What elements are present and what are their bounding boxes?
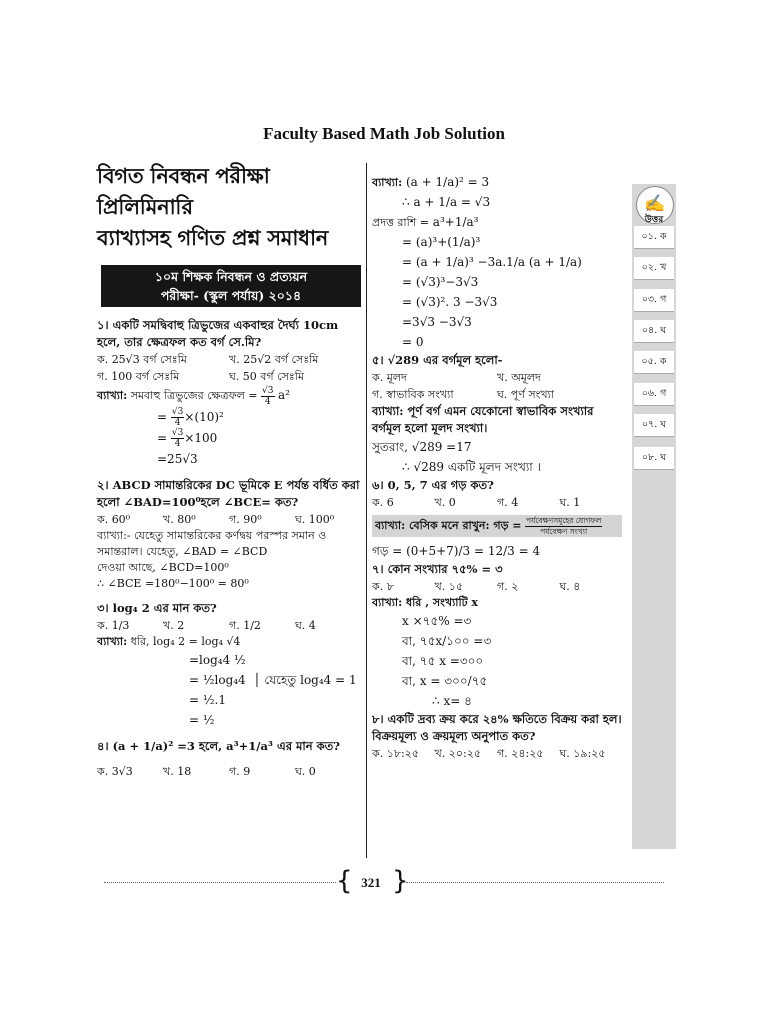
formula-label: ব্যাখ্যা: বেসিক মনে রাখুন: গড় = <box>375 519 522 532</box>
math-step: বা, ৭৫ x =৩০০ <box>402 654 484 668</box>
answer-item: ০২. খ <box>634 257 674 280</box>
right-brace-ornament: } <box>392 866 409 896</box>
math-step-1: = $\frac{√3}{4}$ ×(10)² <box>157 406 224 428</box>
question-8-text: ৮। একটি দ্রব্য ক্রয় করে ২৪% ক্ষতিতে বিক্রয় করা হল। বিক্রয়মূল্য ও ক্রয়মূল্য অনুপাত কত? <box>372 712 622 743</box>
exam-line-2: পরীক্ষা- (স্কুল পর্যায়) ২০১৪ <box>160 288 302 303</box>
math-step: x ×৭৫% =৩ <box>402 614 472 628</box>
option-b: খ. 0 <box>434 496 456 509</box>
fraction-numerator: √3 <box>171 406 184 417</box>
fraction-denominator: পর্যবেক্ষণ সংখ্যা <box>540 526 588 536</box>
footer-rule-right <box>406 882 664 883</box>
math-step-3: = ½.1 <box>189 692 226 707</box>
option-b: খ. ২০:২৫ <box>434 747 482 760</box>
question-2-text: ২। ABCD সামান্তরিকের DC ভূমিকে E পর্যন্ত বর্ধিত করা হলো ∠BAD=100⁰হলে ∠BCE= কত? <box>97 477 360 509</box>
average-formula-bar <box>372 515 622 537</box>
explanation-text: সমবাহু ত্রিভুজের ক্ষেত্রফল = <box>130 389 258 402</box>
math-step: সুতরাং, √289 =17 <box>372 440 472 454</box>
math-step: = (a)³+(1/a)³ <box>402 235 481 249</box>
footer-rule-left <box>104 882 336 883</box>
question-3-options <box>97 617 361 634</box>
question-2 <box>97 477 361 592</box>
option-c: গ. ২ <box>497 580 519 593</box>
option-a: ক. ৮ <box>372 580 394 593</box>
option-b: খ. ১৫ <box>434 580 463 593</box>
answer-item: ০৪. ঘ <box>634 320 674 343</box>
option-b: খ. 25√2 বর্গ সেঃমি <box>229 353 319 366</box>
option-d: ঘ. 1 <box>559 496 581 509</box>
hand-writing-icon: ✍ <box>636 186 674 224</box>
question-5-options-row-1 <box>372 369 622 386</box>
question-7-explanation: ব্যাখ্যা: ধরি , সংখ্যাটি x <box>372 596 478 609</box>
question-2-step-2: ∴ ∠BCE =180⁰−100⁰ = 80⁰ <box>97 576 249 590</box>
given-label: প্রদত্ত রাশি = <box>372 216 429 229</box>
fraction-denominator: 4 <box>264 396 271 407</box>
explanation-text: ধরি, log₄ 2 = log₄ √4 <box>130 634 241 648</box>
option-a: ক. 6 <box>372 496 394 509</box>
left-brace-ornament: { <box>336 866 353 896</box>
page-number: 321 <box>361 875 381 890</box>
math-step: ∴ a + 1/a = √3 <box>402 195 491 209</box>
question-4 <box>97 738 361 780</box>
column-divider <box>366 163 367 858</box>
math-step: a² <box>278 388 290 402</box>
option-b: খ. 2 <box>163 618 185 632</box>
fraction <box>525 516 602 537</box>
option-c: গ. ২৪:২৫ <box>497 747 544 760</box>
math-step-3: =25√3 <box>157 451 198 466</box>
book-title: Faculty Based Math Job Solution <box>263 124 505 143</box>
question-2-explanation: ব্যাখ্যা:- যেহেতু সামান্তরিকের কর্ণদ্বয় পরস্পর সমান ও সমান্তরাল। যেহেতু, ∠BAD = ∠BCD <box>97 528 327 558</box>
answer-item: ০১. ক <box>634 226 674 249</box>
option-d: ঘ. ৪ <box>559 580 581 593</box>
question-4-text: ৪। (a + 1/a)² =3 হলে, a³+1/a³ এর মান কত? <box>97 738 341 753</box>
question-7-text: ৭। কোন সংখ্যার ৭৫% = ৩ <box>372 562 503 576</box>
question-5 <box>372 352 622 477</box>
answer-item: ০৫. ক <box>634 351 674 374</box>
math-step: বা, ৭৫x/১০০ =৩ <box>402 634 492 648</box>
question-1 <box>97 317 361 469</box>
option-b: খ. 18 <box>163 764 192 778</box>
exam-title-box <box>101 265 361 307</box>
option-c: গ. 4 <box>497 496 519 509</box>
option-a: ক. 3√3 <box>97 764 133 778</box>
option-a: ক. ১৮:২৫ <box>372 747 419 760</box>
question-1-explanation <box>97 385 361 407</box>
math-step-1: =log₄4 ½ <box>189 652 246 667</box>
fraction-numerator: √3 <box>171 427 184 438</box>
right-column <box>372 172 622 762</box>
answer-item: ০৩. গ <box>634 289 674 312</box>
answer-item: ০৭. ঘ <box>634 414 674 437</box>
fraction-numerator: √3 <box>262 385 274 396</box>
answer-label: উত্তর <box>644 215 664 225</box>
math-step: ∴ √289 একটি মূলদ সংখ্যা । <box>402 460 541 474</box>
question-5-text: ৫। √289 এর বর্গমূল হলো- <box>372 353 503 367</box>
question-2-options <box>97 511 361 528</box>
math-step-text: ×100 <box>184 430 218 445</box>
question-7 <box>372 561 622 711</box>
math-step: = 0 <box>402 335 424 349</box>
question-3 <box>97 600 361 730</box>
heading-line-2: ব্যাখ্যাসহ গণিত প্রশ্ন সমাধান <box>97 225 329 250</box>
math-step: গড় = (0+5+7)/3 = 12/3 = 4 <box>372 544 541 558</box>
fraction <box>171 428 184 449</box>
answer-item: ০৮. ঘ <box>634 447 674 470</box>
question-4-options <box>97 763 361 780</box>
explanation-label: ব্যাখ্যা: <box>372 176 403 189</box>
question-6-options <box>372 494 622 511</box>
question-1-options-row-2 <box>97 368 361 385</box>
math-note: যেহেতু log₄4 = 1 <box>264 672 357 687</box>
option-a: ক. 1/3 <box>97 618 130 632</box>
option-a: ক. 60⁰ <box>97 512 131 526</box>
fraction-denominator: 4 <box>174 438 181 449</box>
question-7-options <box>372 578 622 595</box>
fraction <box>171 407 184 428</box>
math-step: = (√3)³−3√3 <box>402 275 479 289</box>
fraction <box>261 386 274 407</box>
question-3-explanation <box>97 634 361 650</box>
fraction-denominator: 4 <box>174 417 181 428</box>
answer-panel <box>632 184 676 849</box>
math-step: ∴ x= ৪ <box>432 694 472 708</box>
math-step: = (√3)². 3 −3√3 <box>402 295 498 309</box>
math-step-text: ×(10)² <box>184 409 224 424</box>
math-step: =3√3 −3√3 <box>402 315 472 329</box>
option-d: ঘ. 100⁰ <box>295 512 335 526</box>
option-c: গ. 100 বর্গ সেঃমি <box>97 370 180 383</box>
math-step-2: = $\frac{√3}{4}$ ×100 <box>157 427 218 449</box>
question-2-step-1: দেওয়া আছে, ∠BCD=100⁰ <box>97 560 229 574</box>
question-5-explanation: ব্যাখ্যা: পূর্ণ বর্গ এমন যেকোনো স্বাভাবিক সংখ্যার বর্গমূল হলো মূলদ সংখ্যা। <box>372 404 594 435</box>
option-c: গ. 1/2 <box>229 618 261 632</box>
question-8 <box>372 711 622 762</box>
exam-line-1: ১০ম শিক্ষক নিবন্ধন ও প্রত্যয়ন <box>154 269 308 284</box>
option-b: খ. 80⁰ <box>163 512 196 526</box>
option-d: ঘ. 50 বর্গ সেঃমি <box>229 370 304 383</box>
option-d: ঘ. 4 <box>295 618 316 632</box>
math-step: = (a + 1/a)³ −3a.1/a (a + 1/a) <box>402 255 582 269</box>
question-4-explanation <box>372 172 622 192</box>
option-a: ক. 25√3 বর্গ সেঃমি <box>97 353 187 366</box>
math-step-text: = ½log₄4 <box>189 672 246 687</box>
option-d: ঘ. 0 <box>295 764 316 778</box>
heading-line-1: বিগত নিবন্ধন পরীক্ষা প্রিলিমিনারি <box>97 163 270 219</box>
question-8-options <box>372 745 622 762</box>
question-5-options-row-2 <box>372 386 622 403</box>
math-step: বা, x = ৩০০/৭৫ <box>402 674 488 688</box>
math-step-2: = ½log₄4 │ যেহেতু log₄4 = 1 <box>189 672 357 687</box>
option-b: খ. অমূলদ <box>497 371 541 384</box>
option-c: গ. স্বাভাবিক সংখ্যা <box>372 388 454 401</box>
given-expression <box>372 212 622 232</box>
fraction-numerator: পর্যবেক্ষণসমূহের যোগফল <box>525 515 602 525</box>
answer-item: ০৬. গ <box>634 383 674 406</box>
question-6-text: ৬। 0, 5, 7 এর গড় কত? <box>372 478 494 492</box>
left-column <box>97 160 361 780</box>
question-1-options-row-1 <box>97 351 361 368</box>
math-step: a³+1/a³ <box>432 215 479 229</box>
question-1-text: ১। একটি সমদ্বিবাহু ত্রিভুজের একবাহুর দৈর্ঘ্য 10cm হলে, তার ক্ষেত্রফল কত বর্গ সে.মি? <box>97 318 339 349</box>
option-c: গ. 90⁰ <box>229 512 262 526</box>
math-step: (a + 1/a)² = 3 <box>406 175 490 189</box>
option-c: গ. 9 <box>229 764 251 778</box>
explanation-label: ব্যাখ্যা: <box>97 634 128 648</box>
option-d: ঘ. পূর্ণ সংখ্যা <box>497 388 555 401</box>
section-heading <box>97 160 361 253</box>
question-6 <box>372 477 622 561</box>
option-d: ঘ. ১৯:২৫ <box>559 747 606 760</box>
question-3-text: ৩। log₄ 2 এর মান কত? <box>97 600 217 615</box>
option-a: ক. মূলদ <box>372 371 407 384</box>
explanation-label: ব্যাখ্যা: <box>97 389 128 402</box>
math-step-4: = ½ <box>189 712 215 727</box>
